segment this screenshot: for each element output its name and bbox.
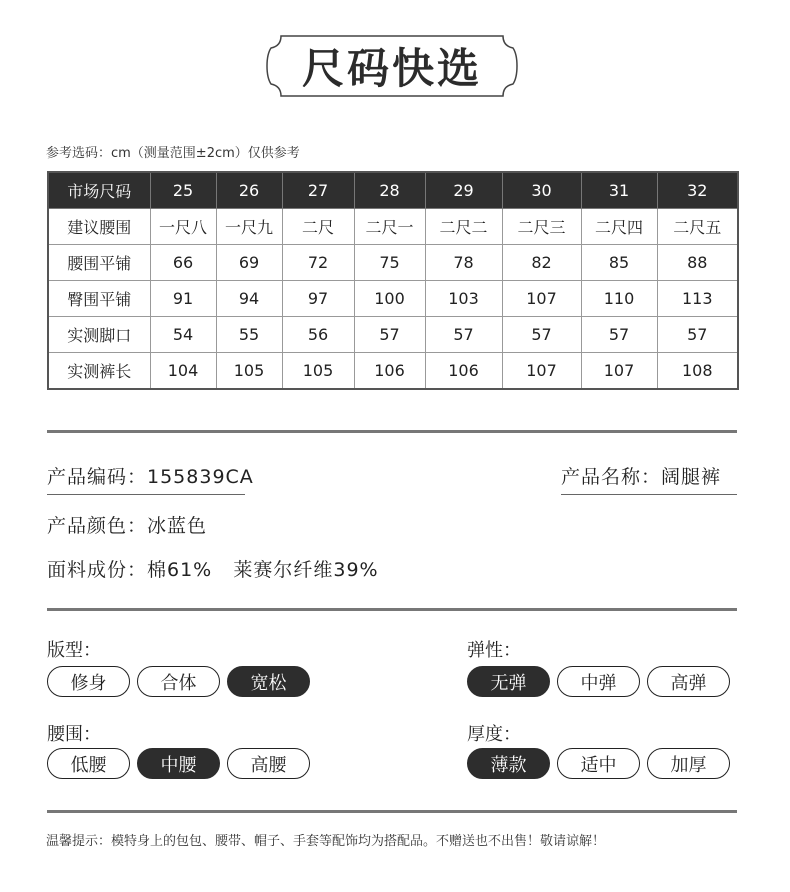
product-name: 产品名称：阔腿裤	[561, 466, 722, 488]
table-cell: 107	[581, 353, 657, 390]
elasticity-option-none[interactable]: 无弹	[467, 666, 550, 697]
table-cell: 55	[216, 317, 282, 353]
table-cell: 82	[502, 245, 581, 281]
table-cell: 54	[150, 317, 216, 353]
elasticity-option-medium[interactable]: 中弹	[557, 666, 640, 697]
table-cell: 57	[581, 317, 657, 353]
fit-option-loose[interactable]: 宽松	[227, 666, 310, 697]
table-row	[48, 209, 738, 245]
table-cell: 66	[150, 245, 216, 281]
table-cell: 57	[502, 317, 581, 353]
table-cell: 108	[657, 353, 738, 390]
thickness-option-medium[interactable]: 适中	[557, 748, 640, 779]
table-cell: 107	[502, 281, 581, 317]
table-cell: 二尺二	[425, 209, 502, 245]
divider	[47, 608, 737, 611]
table-cell: 二尺三	[502, 209, 581, 245]
table-cell: 一尺八	[150, 209, 216, 245]
table-cell: 二尺五	[657, 209, 738, 245]
table-cell: 85	[581, 245, 657, 281]
divider	[47, 810, 737, 813]
row-header-cell: 建议腰围	[48, 209, 150, 245]
table-cell: 91	[150, 281, 216, 317]
table-cell: 二尺四	[581, 209, 657, 245]
table-cell: 69	[216, 245, 282, 281]
product-fabric: 面料成份：棉61% 莱赛尔纤维39%	[47, 559, 379, 581]
footer-notice: 温馨提示：模特身上的包包、腰带、帽子、手套等配饰均为搭配品。不赠送也不出售！敬请谅解！	[46, 834, 606, 849]
table-cell: 57	[425, 317, 502, 353]
table-row	[48, 281, 738, 317]
table-cell: 106	[425, 353, 502, 390]
table-cell: 113	[657, 281, 738, 317]
header-cell: 26	[216, 172, 282, 209]
table-cell: 57	[354, 317, 425, 353]
title-badge	[259, 34, 525, 98]
table-cell: 88	[657, 245, 738, 281]
table-cell: 二尺	[282, 209, 354, 245]
header-cell: 27	[282, 172, 354, 209]
table-cell: 104	[150, 353, 216, 390]
table-cell: 106	[354, 353, 425, 390]
product-code: 产品编码：155839CA	[47, 466, 254, 488]
table-row	[48, 317, 738, 353]
table-cell: 72	[282, 245, 354, 281]
thickness-label: 厚度：	[467, 724, 521, 745]
waist-option-mid[interactable]: 中腰	[137, 748, 220, 779]
fit-option-regular[interactable]: 合体	[137, 666, 220, 697]
table-row	[48, 245, 738, 281]
row-header-cell: 腰围平铺	[48, 245, 150, 281]
header-cell: 30	[502, 172, 581, 209]
table-cell: 56	[282, 317, 354, 353]
thickness-option-thick[interactable]: 加厚	[647, 748, 730, 779]
table-cell: 107	[502, 353, 581, 390]
reference-note: 参考选码：cm（测量范围±2cm）仅供参考	[46, 146, 300, 161]
table-cell: 97	[282, 281, 354, 317]
table-cell: 75	[354, 245, 425, 281]
table-cell: 105	[216, 353, 282, 390]
header-cell: 市场尺码	[48, 172, 150, 209]
table-cell: 103	[425, 281, 502, 317]
header-cell: 31	[581, 172, 657, 209]
waist-option-low[interactable]: 低腰	[47, 748, 130, 779]
table-cell: 一尺九	[216, 209, 282, 245]
table-row	[48, 353, 738, 390]
header-cell: 32	[657, 172, 738, 209]
table-cell: 110	[581, 281, 657, 317]
page-title: 尺码快选	[301, 44, 482, 93]
row-header-cell: 实测裤长	[48, 353, 150, 390]
elasticity-label: 弹性：	[467, 640, 521, 661]
fit-label: 版型：	[47, 640, 101, 661]
product-color: 产品颜色：冰蓝色	[47, 515, 208, 537]
header-cell: 25	[150, 172, 216, 209]
header-cell: 29	[425, 172, 502, 209]
row-header-cell: 实测脚口	[48, 317, 150, 353]
table-cell: 105	[282, 353, 354, 390]
product-name-underline	[561, 494, 737, 495]
table-cell: 78	[425, 245, 502, 281]
thickness-option-thin[interactable]: 薄款	[467, 748, 550, 779]
product-code-underline	[47, 494, 245, 495]
header-cell: 28	[354, 172, 425, 209]
waist-option-high[interactable]: 高腰	[227, 748, 310, 779]
table-header-row	[48, 172, 738, 209]
table-cell: 57	[657, 317, 738, 353]
table-cell: 100	[354, 281, 425, 317]
row-header-cell: 臀围平铺	[48, 281, 150, 317]
divider	[47, 430, 737, 433]
waist-label: 腰围：	[47, 724, 101, 745]
elasticity-option-high[interactable]: 高弹	[647, 666, 730, 697]
table-cell: 94	[216, 281, 282, 317]
fit-option-slim[interactable]: 修身	[47, 666, 130, 697]
table-cell: 二尺一	[354, 209, 425, 245]
size-table	[47, 171, 739, 390]
